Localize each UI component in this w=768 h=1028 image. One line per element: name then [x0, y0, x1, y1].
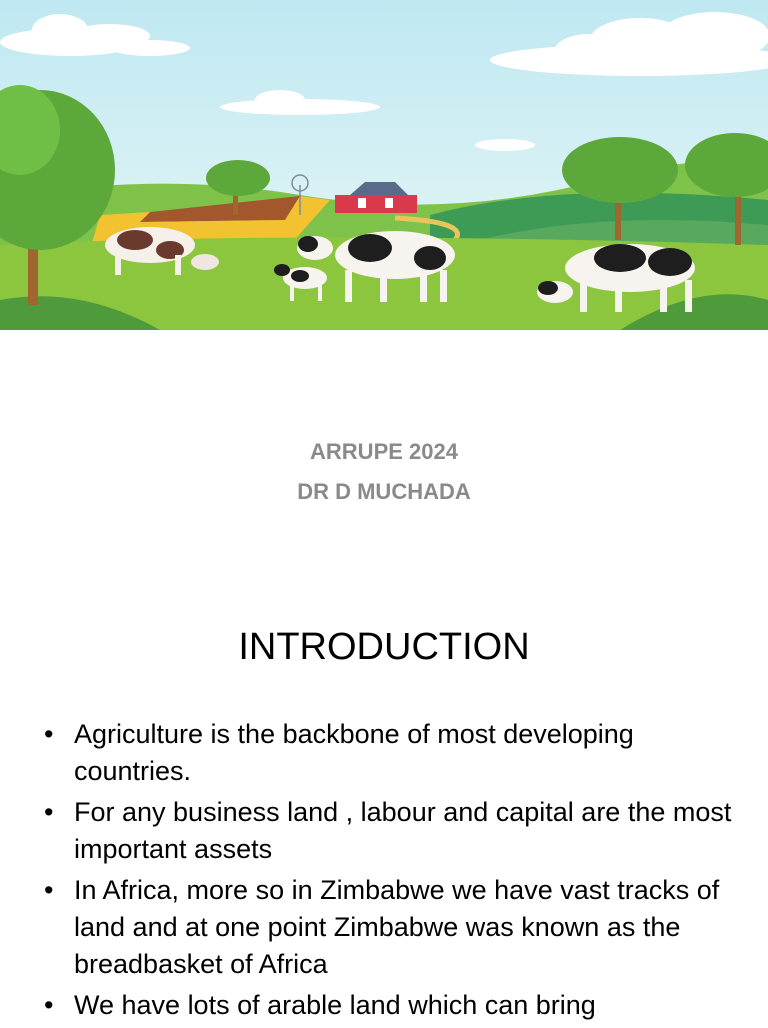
bullet-item: [44, 872, 734, 983]
farm-banner-image: [0, 0, 768, 330]
farm-scene-illustration: [0, 0, 768, 330]
bullet-marker: •: [44, 719, 54, 749]
presenter-credits: [0, 432, 768, 512]
bullet-text: In Africa, more so in Zimbabwe we have vast tracks of land and at one point Zimbabwe was known as the breadbasket of Africa: [74, 875, 720, 979]
bullet-item: [44, 794, 734, 868]
bullet-text: Agriculture is the backbone of most developing countries.: [74, 719, 634, 786]
slide-title: INTRODUCTION: [238, 626, 530, 668]
presenter-name: DR D MUCHADA: [297, 479, 471, 504]
bullet-text: We have lots of arable land which can bring: [74, 990, 596, 1020]
bullet-item: [44, 987, 734, 1024]
bullet-marker: •: [44, 797, 54, 827]
bullet-text: For any business land , labour and capital are the most important assets: [74, 797, 732, 864]
bullet-list: [44, 716, 734, 1028]
bullet-marker: •: [44, 990, 54, 1020]
event-year-label: ARRUPE 2024: [310, 439, 458, 464]
bullet-item: [44, 716, 734, 790]
bullet-marker: •: [44, 875, 54, 905]
introduction-slide: [0, 590, 768, 1024]
